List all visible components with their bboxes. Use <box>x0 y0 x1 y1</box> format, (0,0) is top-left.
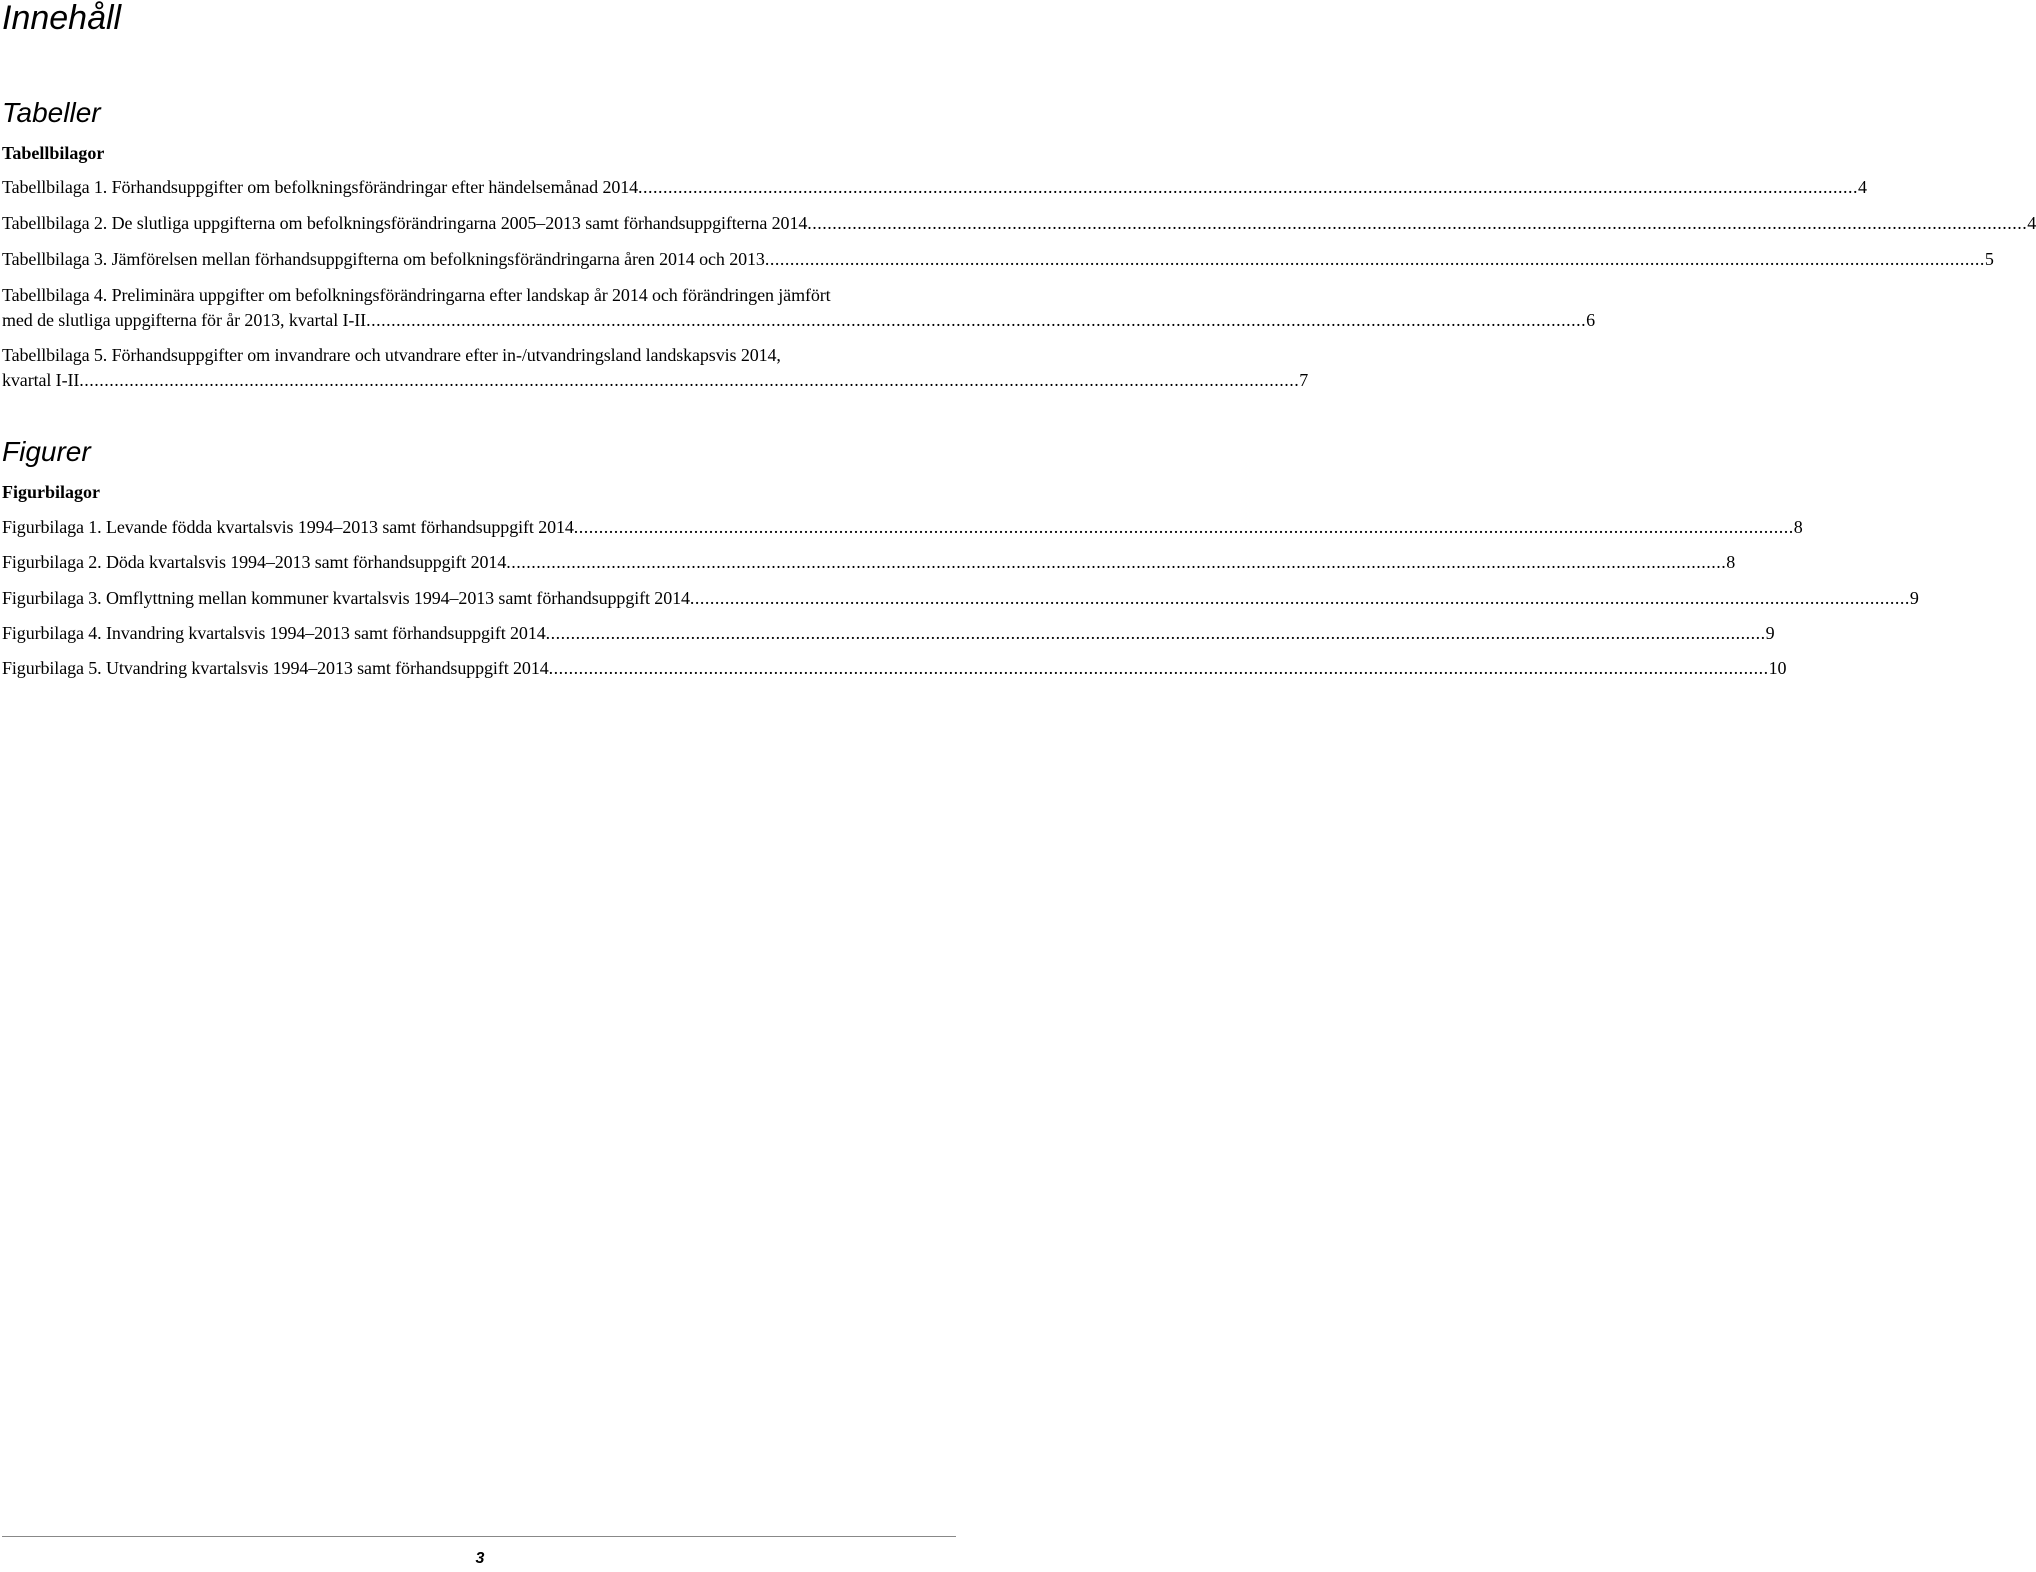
subheading-tabellbilagor: Tabellbilagor <box>2 143 105 163</box>
toc-dot-leader: .................................................................................................................................................................................................................................................... <box>573 517 1794 537</box>
toc-dot-leader: .................................................................................................................................................................................................................................................... <box>79 370 1300 390</box>
toc-entry-label-line2: kvartal I-II <box>2 370 80 390</box>
toc-entry-figure-5[interactable] <box>2 656 1787 681</box>
toc-dot-leader: .................................................................................................................................................................................................................................................... <box>638 177 1859 197</box>
toc-entry-label-line1: Tabellbilaga 4. Preliminära uppgifter om befolkningsförändringarna efter landskap år 2014 och förändringen jämfört <box>2 285 831 305</box>
section-heading-tables: Tabeller <box>2 97 101 128</box>
toc-entry-label: Figurbilaga 1. Levande födda kvartalsvis 1994–2013 samt förhandsuppgift 2014 <box>2 517 574 537</box>
toc-page-number: 4 <box>2027 213 2036 233</box>
toc-page-number: 9 <box>1909 588 1919 608</box>
toc-dot-leader: .................................................................................................................................................................................................................................................... <box>689 588 1910 608</box>
toc-page-number: 5 <box>1984 249 1994 269</box>
toc-entry-figure-4[interactable] <box>2 621 1775 646</box>
toc-entry-figure-3[interactable] <box>2 586 1919 611</box>
subheading-figurbilagor: Figurbilagor <box>2 482 100 502</box>
toc-page-number: 4 <box>1858 177 1867 197</box>
toc-page-number: 8 <box>1793 517 1803 537</box>
toc-dot-leader: .................................................................................................................................................................................................................................................... <box>366 310 1587 330</box>
toc-entry-table-3[interactable] <box>2 247 1994 272</box>
toc-entry-table-4[interactable] <box>2 283 1595 333</box>
toc-entry-label: Figurbilaga 3. Omflyttning mellan kommuner kvartalsvis 1994–2013 samt förhandsuppgift 2014 <box>2 588 690 608</box>
toc-dot-leader: .................................................................................................................................................................................................................................................... <box>764 249 1985 269</box>
toc-dot-leader: .................................................................................................................................................................................................................................................... <box>506 552 1727 572</box>
toc-entry-label: Figurbilaga 2. Döda kvartalsvis 1994–2013 samt förhandsuppgift 2014 <box>2 552 507 572</box>
toc-page-number: 8 <box>1726 552 1736 572</box>
footer-divider <box>2 1536 956 1537</box>
toc-entry-label: Tabellbilaga 2. De slutliga uppgifterna om befolkningsförändringarna 2005–2013 samt förhandsuppgifterna 2014 <box>2 213 808 233</box>
toc-page-number: 7 <box>1299 370 1309 390</box>
toc-entry-label-line2: med de slutliga uppgifterna för år 2013, kvartal I-II <box>2 310 367 330</box>
toc-dot-leader: .................................................................................................................................................................................................................................................... <box>545 623 1766 643</box>
section-heading-figures: Figurer <box>2 436 91 467</box>
toc-entry-figure-1[interactable] <box>2 515 1803 540</box>
page-title: Innehåll <box>2 0 122 37</box>
toc-entry-label: Tabellbilaga 1. Förhandsuppgifter om befolkningsförändringar efter händelsemånad 2014 <box>2 177 639 197</box>
toc-entry-table-1[interactable] <box>2 175 1867 200</box>
toc-entry-label: Tabellbilaga 3. Jämförelsen mellan förhandsuppgifterna om befolkningsförändringarna åren 2014 och 2013 <box>2 249 765 269</box>
toc-page-number: 6 <box>1586 310 1595 330</box>
toc-entry-label-line1: Tabellbilaga 5. Förhandsuppgifter om invandrare och utvandrare efter in-/utvandringsland landskapsvis 2014, <box>2 345 781 365</box>
toc-entry-table-5[interactable] <box>2 343 1309 393</box>
toc-entry-figure-2[interactable] <box>2 550 1736 575</box>
toc-entry-label: Figurbilaga 5. Utvandring kvartalsvis 1994–2013 samt förhandsuppgift 2014 <box>2 658 549 678</box>
footer-page-number: 3 <box>475 1550 485 1567</box>
toc-dot-leader: .................................................................................................................................................................................................................................................... <box>807 213 2028 233</box>
toc-entry-label: Figurbilaga 4. Invandring kvartalsvis 1994–2013 samt förhandsuppgift 2014 <box>2 623 546 643</box>
toc-page-number: 9 <box>1765 623 1775 643</box>
toc-dot-leader: .................................................................................................................................................................................................................................................... <box>548 658 1769 678</box>
toc-entry-table-2[interactable] <box>2 211 2036 236</box>
toc-page-number: 10 <box>1768 658 1787 678</box>
